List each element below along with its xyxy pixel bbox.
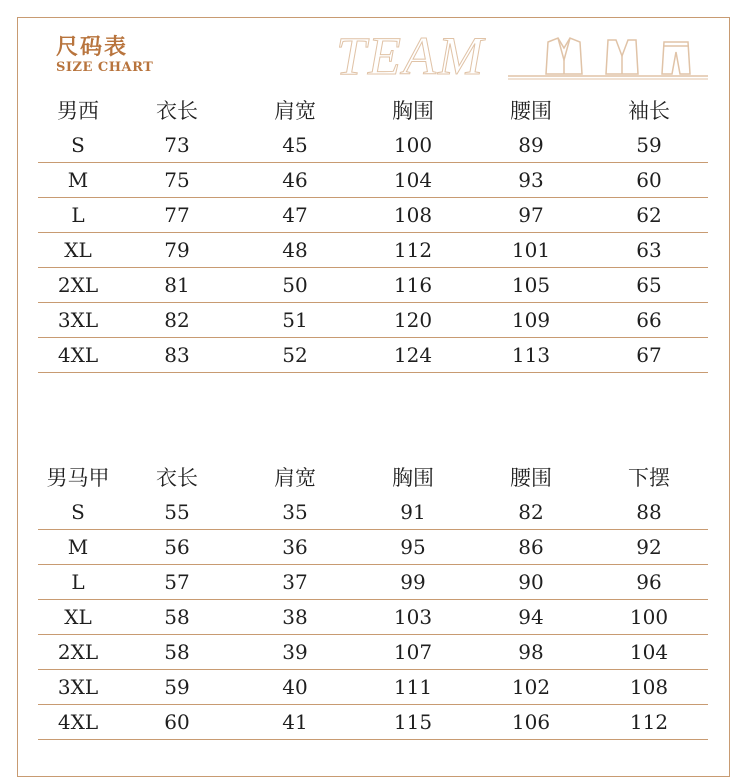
measurement-cell: 101 [472, 233, 590, 268]
measurement-cell: 93 [472, 163, 590, 198]
measurement-cell: 112 [354, 233, 472, 268]
measurement-cell: 37 [236, 565, 354, 600]
measurement-cell: 100 [354, 128, 472, 163]
measurement-cell: 81 [118, 268, 236, 303]
measurement-cell: 97 [472, 198, 590, 233]
measurement-cell: 113 [472, 338, 590, 373]
measurement-cell: 52 [236, 338, 354, 373]
measurement-cell: 35 [236, 495, 354, 530]
measurement-cell: 51 [236, 303, 354, 338]
measurement-cell: 92 [590, 530, 708, 565]
measurement-cell: 105 [472, 268, 590, 303]
measurement-cell: 100 [590, 600, 708, 635]
measurement-cell: 59 [590, 128, 708, 163]
title-en: SIZE CHART [56, 60, 154, 75]
column-header: 腰围 [510, 99, 552, 123]
garment-type-header: 男西 [57, 99, 99, 123]
measurement-cell: 115 [354, 705, 472, 740]
garment-type-header: 男马甲 [46, 466, 110, 490]
measurement-cell: 36 [236, 530, 354, 565]
measurement-cell: 62 [590, 198, 708, 233]
size-label-cell: XL [38, 233, 118, 268]
measurement-cell: 108 [590, 670, 708, 705]
size-label-cell: S [38, 128, 118, 163]
measurement-cell: 50 [236, 268, 354, 303]
measurement-cell: 47 [236, 198, 354, 233]
measurement-cell: 104 [354, 163, 472, 198]
pants-icon [662, 42, 690, 74]
measurement-cell: 96 [590, 565, 708, 600]
column-header: 胸围 [392, 99, 434, 123]
size-label-cell: 2XL [38, 268, 118, 303]
mens-vest-size-table [38, 461, 708, 740]
table-row [38, 233, 708, 268]
table-row [38, 163, 708, 198]
measurement-cell: 77 [118, 198, 236, 233]
mens-suit-size-table [38, 94, 708, 373]
measurement-cell: 55 [118, 495, 236, 530]
measurement-cell: 89 [472, 128, 590, 163]
measurement-cell: 65 [590, 268, 708, 303]
column-header: 下摆 [628, 466, 670, 490]
measurement-cell: 107 [354, 635, 472, 670]
measurement-cell: 120 [354, 303, 472, 338]
table-row [38, 565, 708, 600]
measurement-cell: 46 [236, 163, 354, 198]
size-label-cell: 4XL [38, 705, 118, 740]
table-row [38, 600, 708, 635]
measurement-cell: 98 [472, 635, 590, 670]
vest-icon [606, 40, 638, 74]
column-header: 肩宽 [274, 99, 316, 123]
measurement-cell: 48 [236, 233, 354, 268]
measurement-cell: 106 [472, 705, 590, 740]
measurement-cell: 99 [354, 565, 472, 600]
measurement-cell: 45 [236, 128, 354, 163]
measurement-cell: 82 [472, 495, 590, 530]
table-row [38, 705, 708, 740]
measurement-cell: 66 [590, 303, 708, 338]
column-header: 袖长 [628, 99, 670, 123]
measurement-cell: 112 [590, 705, 708, 740]
measurement-cell: 95 [354, 530, 472, 565]
measurement-cell: 90 [472, 565, 590, 600]
table-row [38, 128, 708, 163]
measurement-cell: 103 [354, 600, 472, 635]
measurement-cell: 59 [118, 670, 236, 705]
measurement-cell: 63 [590, 233, 708, 268]
measurement-cell: 38 [236, 600, 354, 635]
size-label-cell: M [38, 530, 118, 565]
watermark-text: TEAM [336, 26, 485, 86]
table-row [38, 495, 708, 530]
watermark-graphic [336, 26, 708, 86]
measurement-cell: 41 [236, 705, 354, 740]
team-watermark [336, 26, 708, 86]
measurement-cell: 116 [354, 268, 472, 303]
table-row [38, 338, 708, 373]
measurement-cell: 88 [590, 495, 708, 530]
table-row [38, 198, 708, 233]
column-header: 胸围 [392, 466, 434, 490]
measurement-cell: 94 [472, 600, 590, 635]
column-header: 衣长 [156, 466, 198, 490]
size-label-cell: XL [38, 600, 118, 635]
measurement-cell: 60 [118, 705, 236, 740]
table-row [38, 635, 708, 670]
measurement-cell: 79 [118, 233, 236, 268]
measurement-cell: 58 [118, 600, 236, 635]
size-label-cell: S [38, 495, 118, 530]
size-label-cell: 2XL [38, 635, 118, 670]
measurement-cell: 39 [236, 635, 354, 670]
title-cn: 尺码表 [56, 34, 129, 60]
measurement-cell: 102 [472, 670, 590, 705]
measurement-cell: 111 [354, 670, 472, 705]
size-label-cell: 4XL [38, 338, 118, 373]
measurement-cell: 40 [236, 670, 354, 705]
measurement-cell: 108 [354, 198, 472, 233]
measurement-cell: 73 [118, 128, 236, 163]
measurement-cell: 56 [118, 530, 236, 565]
table-header-row [38, 94, 708, 128]
size-chart-heading [56, 34, 153, 76]
table-row [38, 268, 708, 303]
measurement-cell: 57 [118, 565, 236, 600]
measurement-cell: 109 [472, 303, 590, 338]
column-header: 腰围 [510, 466, 552, 490]
measurement-cell: 124 [354, 338, 472, 373]
column-header: 衣长 [156, 99, 198, 123]
measurement-cell: 82 [118, 303, 236, 338]
size-label-cell: M [38, 163, 118, 198]
table-row [38, 303, 708, 338]
size-label-cell: 3XL [38, 303, 118, 338]
size-label-cell: 3XL [38, 670, 118, 705]
measurement-cell: 67 [590, 338, 708, 373]
column-header: 肩宽 [274, 466, 316, 490]
size-label-cell: L [38, 198, 118, 233]
table-row [38, 670, 708, 705]
measurement-cell: 83 [118, 338, 236, 373]
suit-jacket-icon [546, 38, 582, 74]
measurement-cell: 75 [118, 163, 236, 198]
measurement-cell: 58 [118, 635, 236, 670]
table-header-row [38, 461, 708, 495]
measurement-cell: 86 [472, 530, 590, 565]
size-label-cell: L [38, 565, 118, 600]
measurement-cell: 91 [354, 495, 472, 530]
measurement-cell: 60 [590, 163, 708, 198]
table-row [38, 530, 708, 565]
measurement-cell: 104 [590, 635, 708, 670]
